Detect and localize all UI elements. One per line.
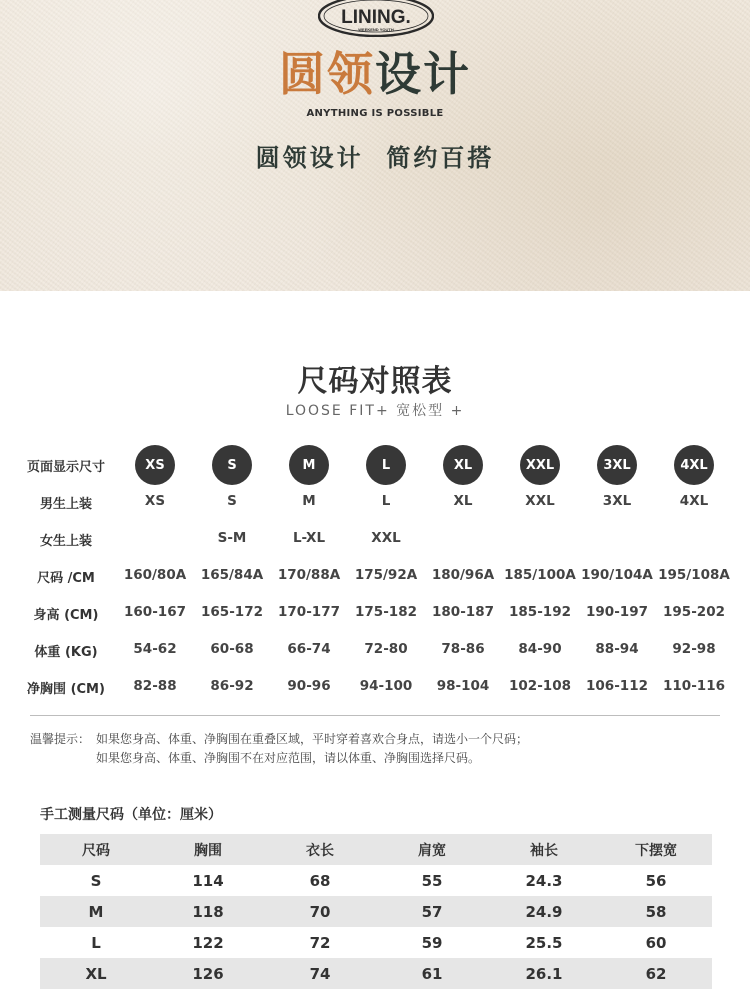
table-cell: 118: [192, 902, 224, 921]
size-badge-s: S: [212, 445, 252, 485]
size-cell: 98-104: [436, 678, 490, 694]
table-cell: 24.9: [525, 902, 563, 921]
table-row: [40, 865, 712, 896]
size-cell: 102-108: [509, 678, 571, 694]
size-cell: 190-197: [586, 604, 648, 620]
size-chart-subtitle: LOOSE FIT+ 宽松型 +: [285, 403, 465, 419]
header-cell: 尺码: [82, 842, 110, 859]
size-cell: 170-177: [278, 604, 340, 620]
size-badge-3xl: 3XL: [597, 445, 637, 485]
header-cell: 袖长: [530, 842, 558, 859]
size-cell: 106-112: [586, 678, 648, 694]
tip-label: 温馨提示：: [30, 732, 91, 746]
size-cell: M: [302, 493, 316, 509]
size-cell: 165/84A: [200, 567, 264, 583]
hero-title-main: 设计: [375, 47, 471, 101]
size-cell: 180-187: [432, 604, 494, 620]
size-cell: 84-90: [518, 641, 562, 657]
size-cell: 54-62: [133, 641, 177, 657]
table-cell: 24.3: [525, 871, 563, 890]
table-cell: 62: [645, 964, 667, 983]
size-cell: 82-88: [133, 678, 177, 694]
table-cell: 60: [645, 933, 667, 952]
size-cell: XS: [144, 493, 166, 509]
size-cell: XXL: [525, 493, 555, 509]
size-row-label: 身高 (CM): [33, 608, 99, 623]
table-cell: 25.5: [525, 933, 563, 952]
brand-logo: [318, 0, 434, 37]
table-cell: L: [91, 933, 101, 952]
table-cell: 70: [309, 902, 331, 921]
svg-text:WEEKEND YOUTH: WEEKEND YOUTH: [358, 27, 394, 32]
size-row-label: 尺码 /CM: [37, 571, 95, 586]
table-row: [40, 927, 712, 958]
size-row-label: 净胸围 (CM): [27, 682, 105, 697]
measure-table-title: 手工测量尺码（单位：厘米）: [40, 807, 222, 823]
page-size-label: 页面显示尺寸: [26, 460, 105, 475]
size-cell: 66-74: [287, 641, 331, 657]
size-cell: XL: [453, 493, 473, 509]
header-cell: 下摆宽: [635, 842, 677, 859]
divider: [30, 715, 720, 716]
size-cell: 86-92: [210, 678, 254, 694]
size-cell: 160/80A: [123, 567, 187, 583]
size-cell: 195-202: [663, 604, 725, 620]
table-cell: 122: [192, 933, 224, 952]
size-cell: 60-68: [210, 641, 254, 657]
size-cell: L: [381, 493, 391, 509]
table-row: [40, 896, 712, 927]
size-cell: 180/96A: [431, 567, 495, 583]
size-row-label: 体重 (KG): [34, 645, 98, 660]
table-cell: S: [90, 871, 102, 890]
size-badge-xl: XL: [443, 445, 483, 485]
size-cell: S: [227, 493, 237, 509]
measure-table-header: [40, 834, 712, 865]
size-chart-title: 尺码对照表: [297, 364, 453, 399]
table-cell: 72: [309, 933, 331, 952]
size-badge-l: L: [366, 445, 406, 485]
hero-banner: [0, 0, 750, 291]
size-cell: 175-182: [355, 604, 417, 620]
size-cell: S-M: [217, 530, 247, 546]
size-cell: 92-98: [672, 641, 716, 657]
size-badge-4xl: 4XL: [674, 445, 714, 485]
size-cell: 160-167: [124, 604, 186, 620]
table-cell: 68: [309, 871, 331, 890]
size-cell: 78-86: [441, 641, 485, 657]
size-cell: 190/104A: [581, 567, 653, 583]
table-cell: 57: [421, 902, 443, 921]
size-cell: L-XL: [292, 530, 326, 546]
size-badge-xs: XS: [135, 445, 175, 485]
hero-title-accent: 圆领: [279, 47, 375, 101]
size-cell: 4XL: [679, 493, 709, 509]
table-cell: 59: [421, 933, 443, 952]
hero-subtitle: 圆领设计 简约百搭: [255, 144, 495, 172]
table-row: [40, 958, 712, 989]
hero-tagline: ANYTHING IS POSSIBLE: [306, 108, 444, 119]
table-cell: 114: [192, 871, 224, 890]
size-badge-m: M: [289, 445, 329, 485]
size-cell: 3XL: [602, 493, 632, 509]
size-cell: 195/108A: [658, 567, 730, 583]
table-cell: 58: [645, 902, 667, 921]
size-cell: 90-96: [287, 678, 331, 694]
tip-line-1: 如果您身高、体重、净胸围在重叠区域，平时穿着喜欢合身点，请选小一个尺码；: [96, 732, 529, 746]
size-cell: 88-94: [595, 641, 639, 657]
header-cell: 肩宽: [418, 842, 446, 859]
table-cell: 61: [421, 964, 443, 983]
tip-line-2: 如果您身高、体重、净胸围不在对应范围，请以体重、净胸围选择尺码。: [96, 751, 481, 765]
table-cell: 55: [421, 871, 443, 890]
size-cell: 94-100: [359, 678, 413, 694]
size-cell: 110-116: [663, 678, 725, 694]
size-row-label: 男生上装: [39, 497, 92, 512]
size-badge-xxl: XXL: [520, 445, 560, 485]
svg-text:LINING.: LINING.: [341, 7, 411, 28]
size-cell: 185/100A: [504, 567, 576, 583]
table-cell: 56: [645, 871, 667, 890]
table-cell: 26.1: [525, 964, 563, 983]
size-cell: 170/88A: [277, 567, 341, 583]
table-cell: XL: [85, 964, 107, 983]
table-cell: 74: [309, 964, 331, 983]
size-cell: 175/92A: [354, 567, 418, 583]
size-row-label: 女生上装: [39, 534, 92, 549]
header-cell: 衣长: [306, 842, 334, 859]
measure-table: [40, 834, 712, 989]
table-cell: M: [88, 902, 104, 921]
table-cell: 126: [192, 964, 224, 983]
size-cell: 72-80: [364, 641, 408, 657]
hero-title: [0, 44, 750, 104]
size-cell: XXL: [371, 530, 401, 546]
size-cell: 165-172: [201, 604, 263, 620]
size-cell: 185-192: [509, 604, 571, 620]
header-cell: 胸围: [194, 842, 222, 859]
